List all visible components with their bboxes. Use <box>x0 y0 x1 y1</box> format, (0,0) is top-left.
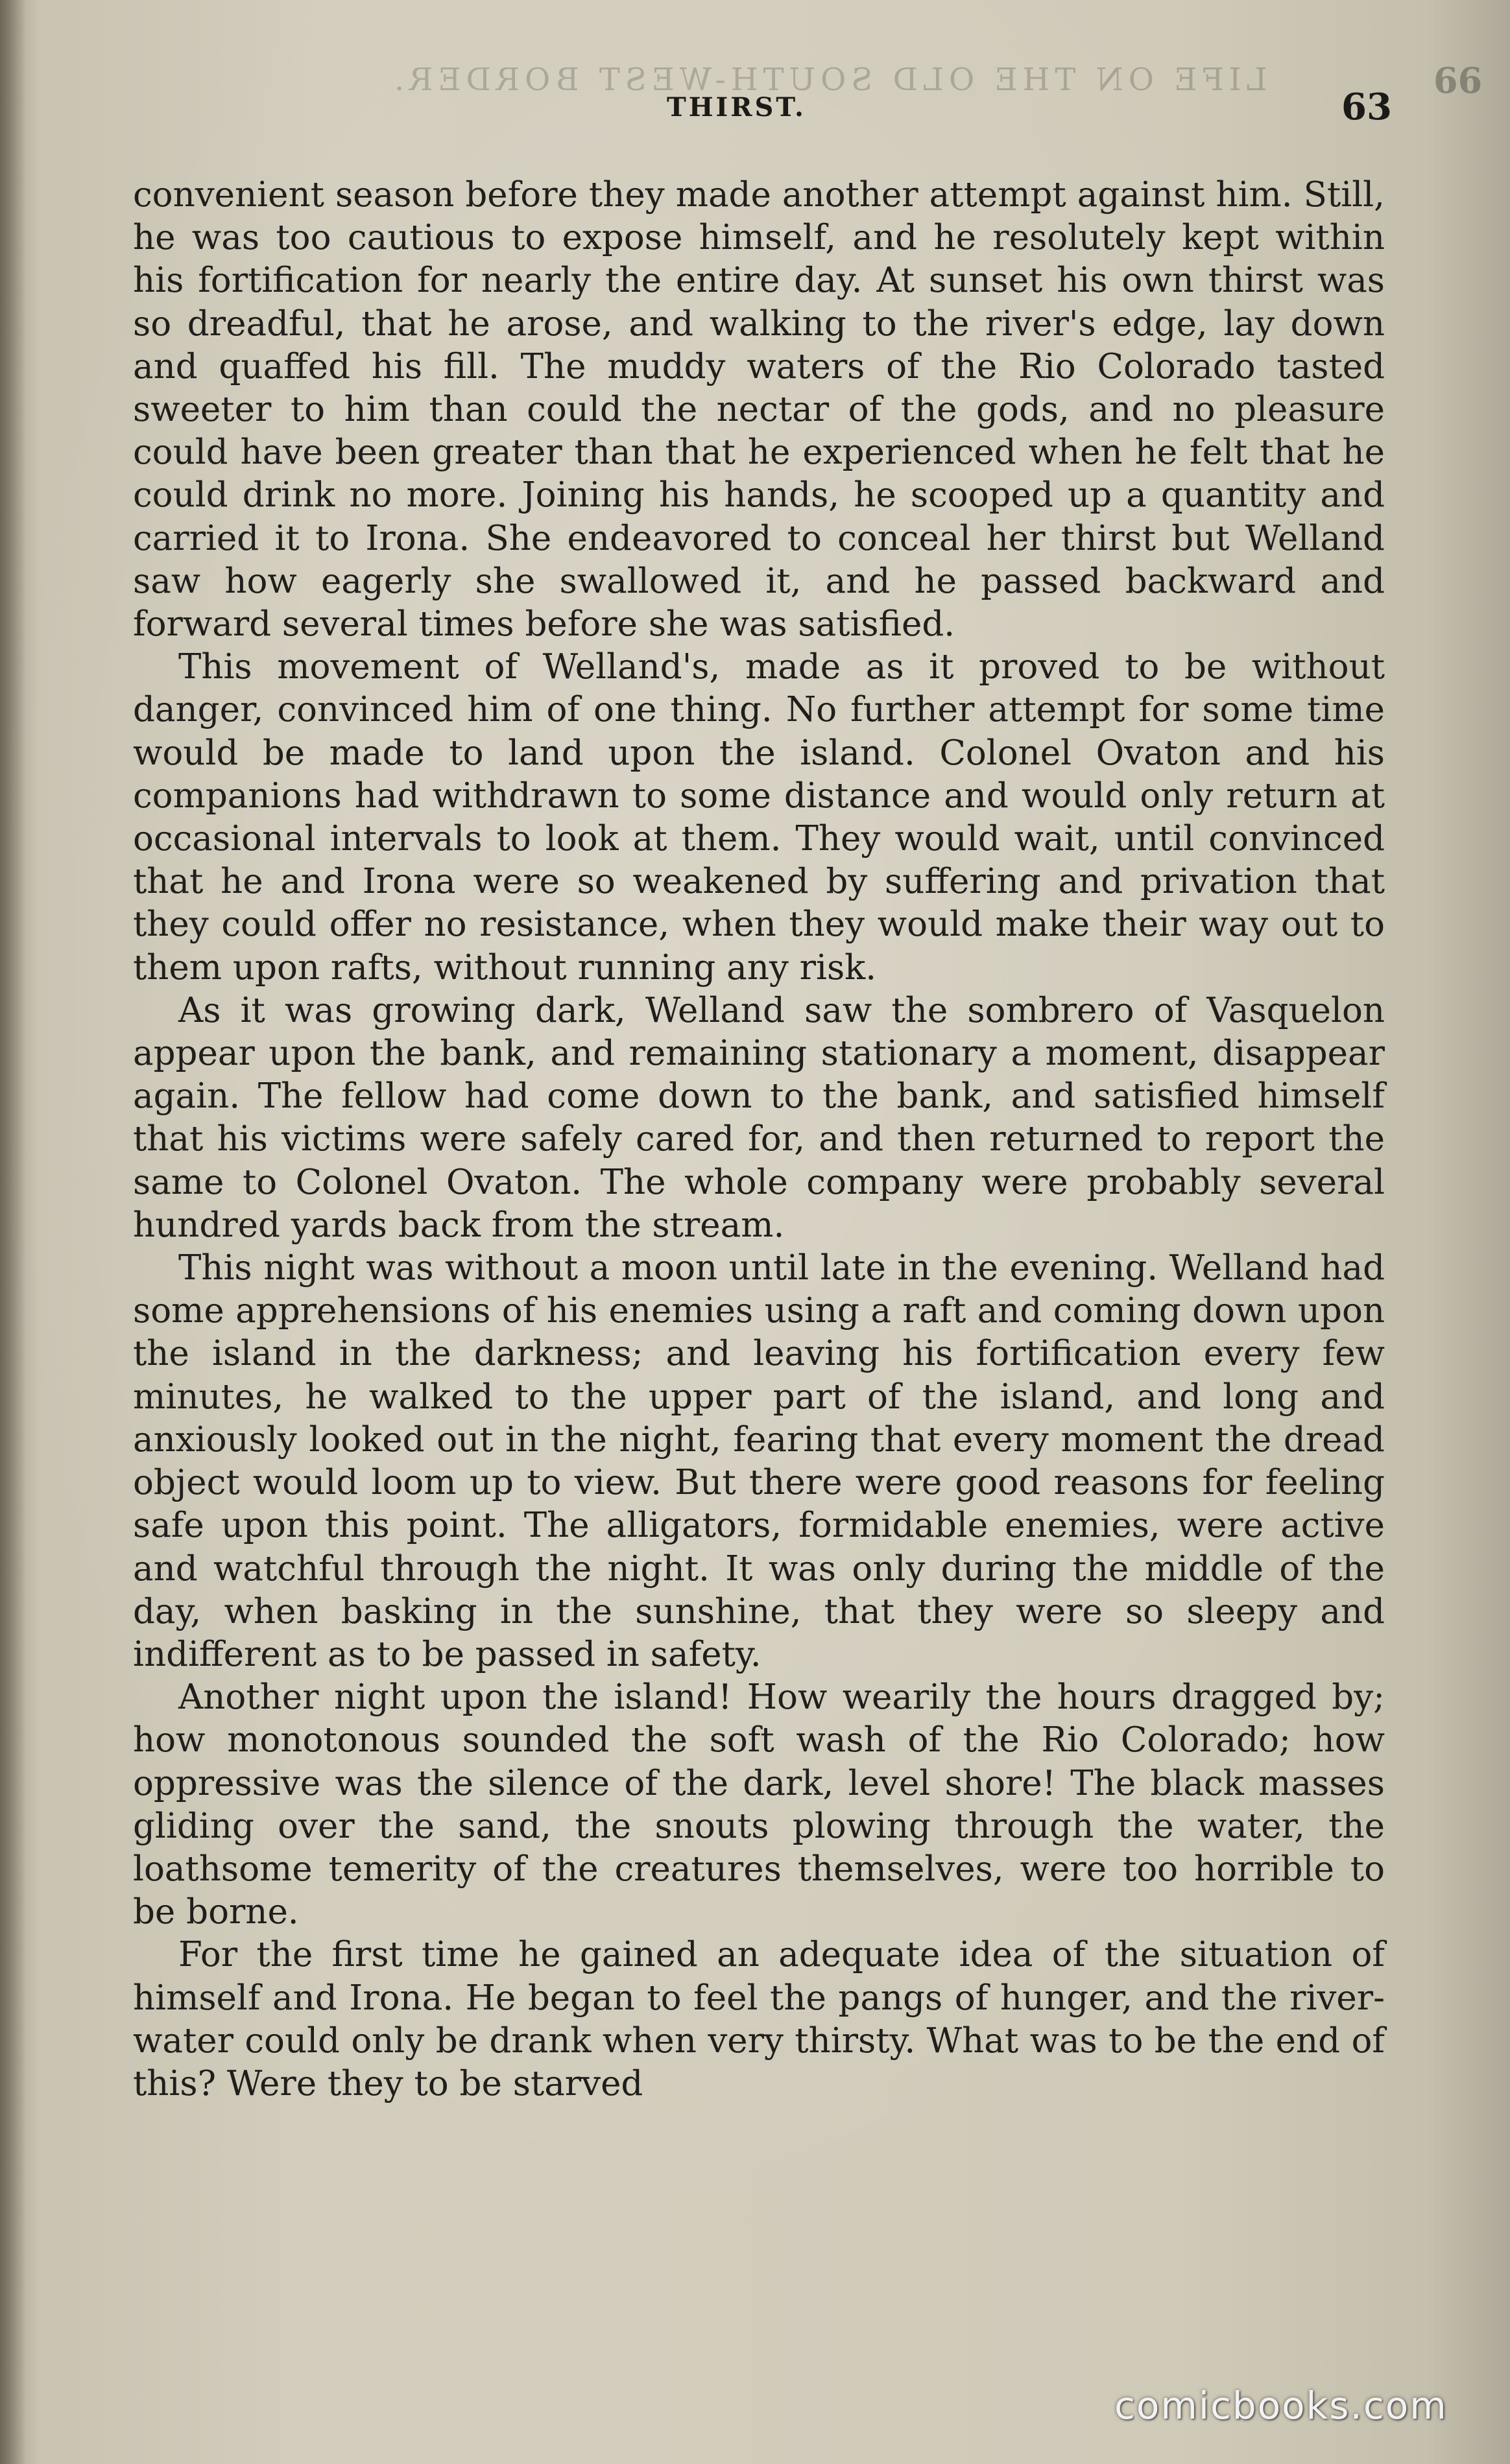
paragraph-4: This night was without a moon until late in the evening. Welland had some apprehensions of his enemies using a raft and coming down upon the island in the darkness; and leaving his fortification every few minutes, he walked to the upper part of the island, and long and anxiously looked out in the night, fearing that every moment the dread object would loom up to view. But there were good reasons for feeling safe upon this point. The alligators, formidable enemies, were active and watchful through the night. It was only during the middle of the day, when basking in the sunshine, that they were so sleepy and indifferent as to be passed in safety. <box>133 1248 1385 1674</box>
paragraph-6: For the first time he gained an adequate idea of the situation of himself and Irona. He began to feel the pangs of hunger, and the river-water could only be drank when very thirsty. What was to be the end of this? Were they to be starved <box>133 1935 1385 2103</box>
paragraph-5: Another night upon the island! How wearily the hours dragged by; how monotonous sounded the soft wash of the Rio Colorado; how oppressive was the silence of the dark, level shore! The black masses gliding over the sand, the snouts plowing through the water, the loathsome temerity of the creatures themselves, were too horrible to be borne. <box>133 1677 1385 1932</box>
bleed-through-page-number: 66 <box>1433 60 1483 101</box>
bleed-through-header: LIFE ON THE OLD SOUTH-WEST BORDER. <box>389 62 1267 98</box>
body-text <box>133 174 1385 2105</box>
paragraph-3: As it was growing dark, Welland saw the sombrero of Vasquelon appear upon the bank, and remaining stationary a moment, disappear again. The fellow had come down to the bank, and satisfied himself that his victims were safely cared for, and then returned to report the same to Colonel Ovaton. The whole company were probably several hundred yards back from the stream. <box>133 990 1385 1245</box>
running-head: THIRST. <box>667 92 806 123</box>
page-number: 63 <box>1341 86 1392 128</box>
watermark: comicbooks.com <box>1114 2384 1448 2428</box>
paragraph-2: This movement of Welland's, made as it proved to be without danger, convinced him of one thing. No further attempt for some time would be made to land upon the island. Colonel Ovaton and his companions had withdrawn to some distance and would only return at occasional intervals to look at them. They would wait, until convinced that he and Irona were so weakened by suffering and privation that they could offer no resistance, when they would make their way out to them upon rafts, without running any risk. <box>133 647 1385 988</box>
page-edge-shadow <box>0 0 26 2464</box>
paragraph-1: convenient season before they made another attempt against him. Still, he was too cautious to expose himself, and he resolutely kept within his fortification for nearly the entire day. At sunset his own thirst was so dreadful, that he arose, and walking to the river's edge, lay down and quaffed his fill. The muddy waters of the Rio Colorado tasted sweeter to him than could the nectar of the gods, and no pleasure could have been greater than that he experienced when he felt that he could drink no more. Joining his hands, he scooped up a quantity and carried it to Irona. She endeavored to conceal her thirst but Welland saw how eagerly she swallowed it, and he passed backward and forward several times before she was satisfied. <box>133 175 1385 645</box>
